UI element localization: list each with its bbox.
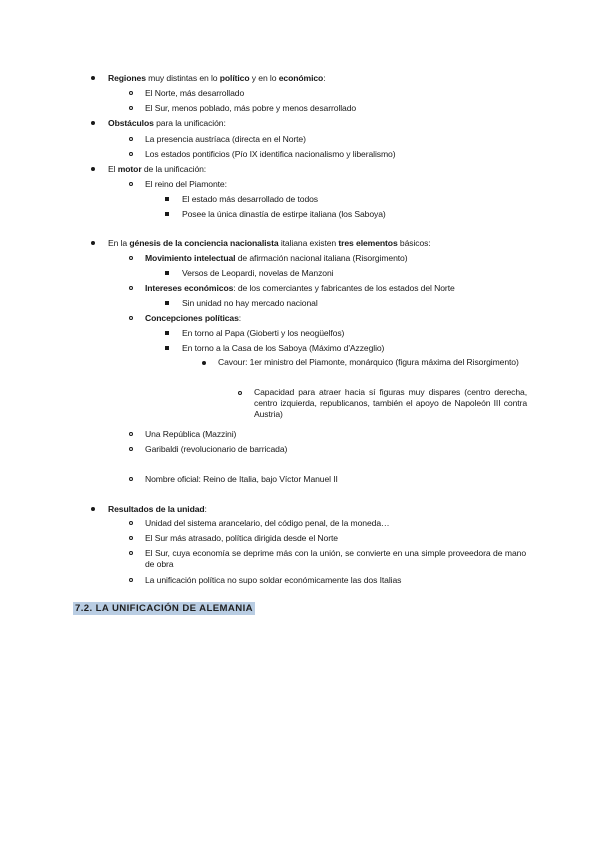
text-line: Unidad del sistema arancelario, del código penal, de la moneda… xyxy=(145,518,390,528)
text-line: Una República (Mazzini) xyxy=(145,429,237,439)
text-line: Resultados de la unidad: xyxy=(108,504,207,514)
text-line: En torno a la Casa de los Saboya (Máximo d'Azzeglio) xyxy=(182,343,385,353)
bullet-square xyxy=(165,301,169,305)
bullet-circle xyxy=(129,152,133,156)
bullet-dot xyxy=(202,361,206,365)
bullet-circle xyxy=(238,391,242,395)
bullet-circle xyxy=(129,106,133,110)
text-line: Versos de Leopardi, novelas de Manzoni xyxy=(182,268,334,278)
text-line: En la génesis de la conciencia nacionalista italiana existen tres elementos básicos: xyxy=(108,238,431,248)
bullet-circle xyxy=(129,316,133,320)
section-heading: 7.2. LA UNIFICACIÓN DE ALEMANIA xyxy=(75,603,253,614)
bullet-circle xyxy=(129,521,133,525)
bullet-dot xyxy=(91,241,95,245)
bullet-square xyxy=(165,212,169,216)
bullet-circle xyxy=(129,536,133,540)
bullet-circle xyxy=(129,578,133,582)
text-line: La unificación política no supo soldar económicamente las dos Italias xyxy=(145,575,402,585)
text-line: El Norte, más desarrollado xyxy=(145,88,245,98)
bullet-square xyxy=(165,197,169,201)
text-line: Obstáculos para la unificación: xyxy=(108,118,226,128)
bullet-circle xyxy=(129,432,133,436)
text-line: La presencia austríaca (directa en el Norte) xyxy=(145,134,306,144)
text-line: Nombre oficial: Reino de Italia, bajo Víctor Manuel II xyxy=(145,474,338,484)
bullet-circle xyxy=(129,182,133,186)
bullet-dot xyxy=(91,121,95,125)
bullet-square xyxy=(165,331,169,335)
bullet-circle xyxy=(129,447,133,451)
text-line: El Sur más atrasado, política dirigida desde el Norte xyxy=(145,533,338,543)
text-line: En torno al Papa (Gioberti y los neogüelfos) xyxy=(182,328,345,338)
bullet-square xyxy=(165,271,169,275)
bullet-circle xyxy=(129,91,133,95)
text-paragraph: Capacidad para atraer hacia sí figuras muy dispares (centro derecha, centro izquierda, republicanos, también el apoyo de Napoleón III contra Austria) xyxy=(254,387,527,419)
text-line: Garibaldi (revolucionario de barricada) xyxy=(145,444,288,454)
text-line: El reino del Piamonte: xyxy=(145,179,227,189)
text-line: Posee la única dinastía de estirpe italiana (los Saboya) xyxy=(182,209,386,219)
bullet-dot xyxy=(91,507,95,511)
bullet-dot xyxy=(91,167,95,171)
text-line: Intereses económicos: de los comerciantes y fabricantes de los estados del Norte xyxy=(145,283,455,293)
text-line: Los estados pontificios (Pío IX identifica nacionalismo y liberalismo) xyxy=(145,149,396,159)
bullet-circle xyxy=(129,551,133,555)
text-line: El estado más desarrollado de todos xyxy=(182,194,318,204)
bullet-circle xyxy=(129,477,133,481)
text-line: Concepciones políticas: xyxy=(145,313,242,323)
text-paragraph: Cavour: 1er ministro del Piamonte, monárquico (figura máxima del Risorgimento) xyxy=(218,357,519,367)
bullet-circle xyxy=(129,256,133,260)
text-paragraph: El Sur, cuya economía se deprime más con la unión, se convierte en una simple proveedora de mano de obra xyxy=(145,548,526,569)
text-line: Sin unidad no hay mercado nacional xyxy=(182,298,318,308)
bullet-dot xyxy=(91,76,95,80)
bullet-square xyxy=(165,346,169,350)
text-line: Regiones muy distintas en lo político y en lo económico: xyxy=(108,73,326,83)
text-line: El motor de la unificación: xyxy=(108,164,207,174)
text-line: El Sur, menos poblado, más pobre y menos desarrollado xyxy=(145,103,357,113)
text-line: Movimiento intelectual de afirmación nacional italiana (Risorgimento) xyxy=(145,253,408,263)
bullet-circle xyxy=(129,286,133,290)
bullet-circle xyxy=(129,137,133,141)
